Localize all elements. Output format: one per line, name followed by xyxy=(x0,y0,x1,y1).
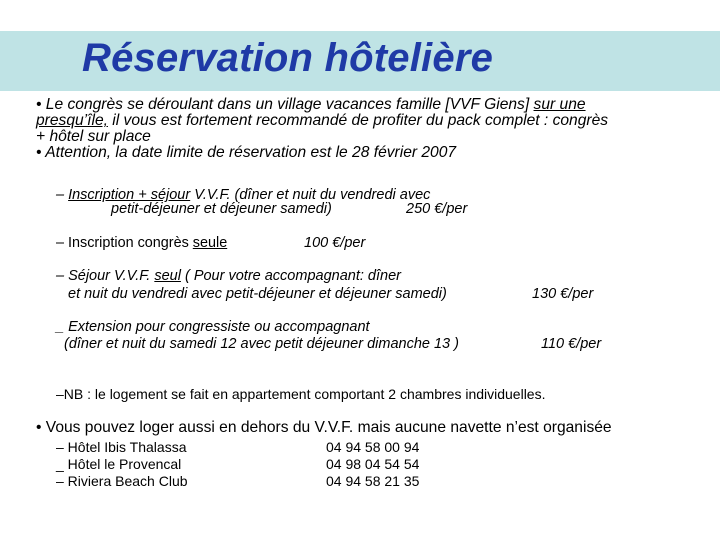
intro-bullets xyxy=(36,97,686,161)
pack-3-line-2: et nuit du vendredi avec petit-déjeuner et déjeuner samedi) xyxy=(68,286,447,302)
intro-line-2-text: il vous est fortement recommandé de profiter du pack complet : congrès xyxy=(107,112,609,129)
pack-1-price: 250 €/per xyxy=(406,201,468,217)
intro-line-2 xyxy=(36,113,686,129)
page-title: Réservation hôtelière xyxy=(82,36,494,80)
intro-line-1 xyxy=(36,97,686,113)
hotel-name-1: – Hôtel Ibis Thalassa xyxy=(56,439,187,455)
intro-line-2-underlined: presqu’île, xyxy=(36,112,108,129)
intro-line-1-underlined: sur une xyxy=(533,96,586,113)
pack-4-price: 110 €/per xyxy=(541,336,602,352)
pack-1-prefix: – xyxy=(56,187,69,203)
hotel-name-2: _ Hôtel le Provencal xyxy=(56,456,182,472)
outside-lodging-bullet: • Vous pouvez loger aussi en dehors du V.V.F. mais aucune navette n’est organisée xyxy=(36,419,612,436)
pack-3-line-1 xyxy=(56,268,401,284)
pack-3-prefix: – Séjour V.V.F. xyxy=(56,268,155,284)
pack-2-price: 100 €/per xyxy=(304,235,366,251)
pack-1-rest: V.V.F. (dîner et nuit du vendredi avec xyxy=(190,187,431,203)
hotel-phone-3: 04 94 58 21 35 xyxy=(326,473,420,489)
intro-line-3: + hôtel sur place xyxy=(36,128,151,145)
hotel-phone-1: 04 94 58 00 94 xyxy=(326,439,420,455)
pack-3-underlined: seul xyxy=(154,268,181,284)
hotel-phone-2: 04 98 04 54 54 xyxy=(326,456,420,472)
pack-1-line-2: petit-déjeuner et déjeuner samedi) xyxy=(111,201,332,217)
hotel-name-3: – Riviera Beach Club xyxy=(56,473,188,489)
pack-1-underlined: Inscription + séjour xyxy=(68,187,191,203)
pack-2-line xyxy=(56,235,227,251)
intro-line-1-text: • Le congrès se déroulant dans un village vacances famille [VVF Giens] xyxy=(36,96,530,113)
pack-4-line-2: (dîner et nuit du samedi 12 avec petit déjeuner dimanche 13 ) xyxy=(64,336,459,352)
pack-2-prefix: – Inscription congrès xyxy=(56,235,193,251)
nb-note: –NB : le logement se fait en appartement comportant 2 chambres individuelles. xyxy=(56,386,546,402)
pack-3-rest: ( Pour votre accompagnant: dîner xyxy=(180,268,401,284)
pack-2-underlined: seule xyxy=(192,235,228,251)
deadline-line: • Attention, la date limite de réservation est le 28 février 2007 xyxy=(36,144,457,161)
pack-4-line-1: _ Extension pour congressiste ou accompagnant xyxy=(56,319,370,335)
pack-3-price: 130 €/per xyxy=(532,286,594,302)
